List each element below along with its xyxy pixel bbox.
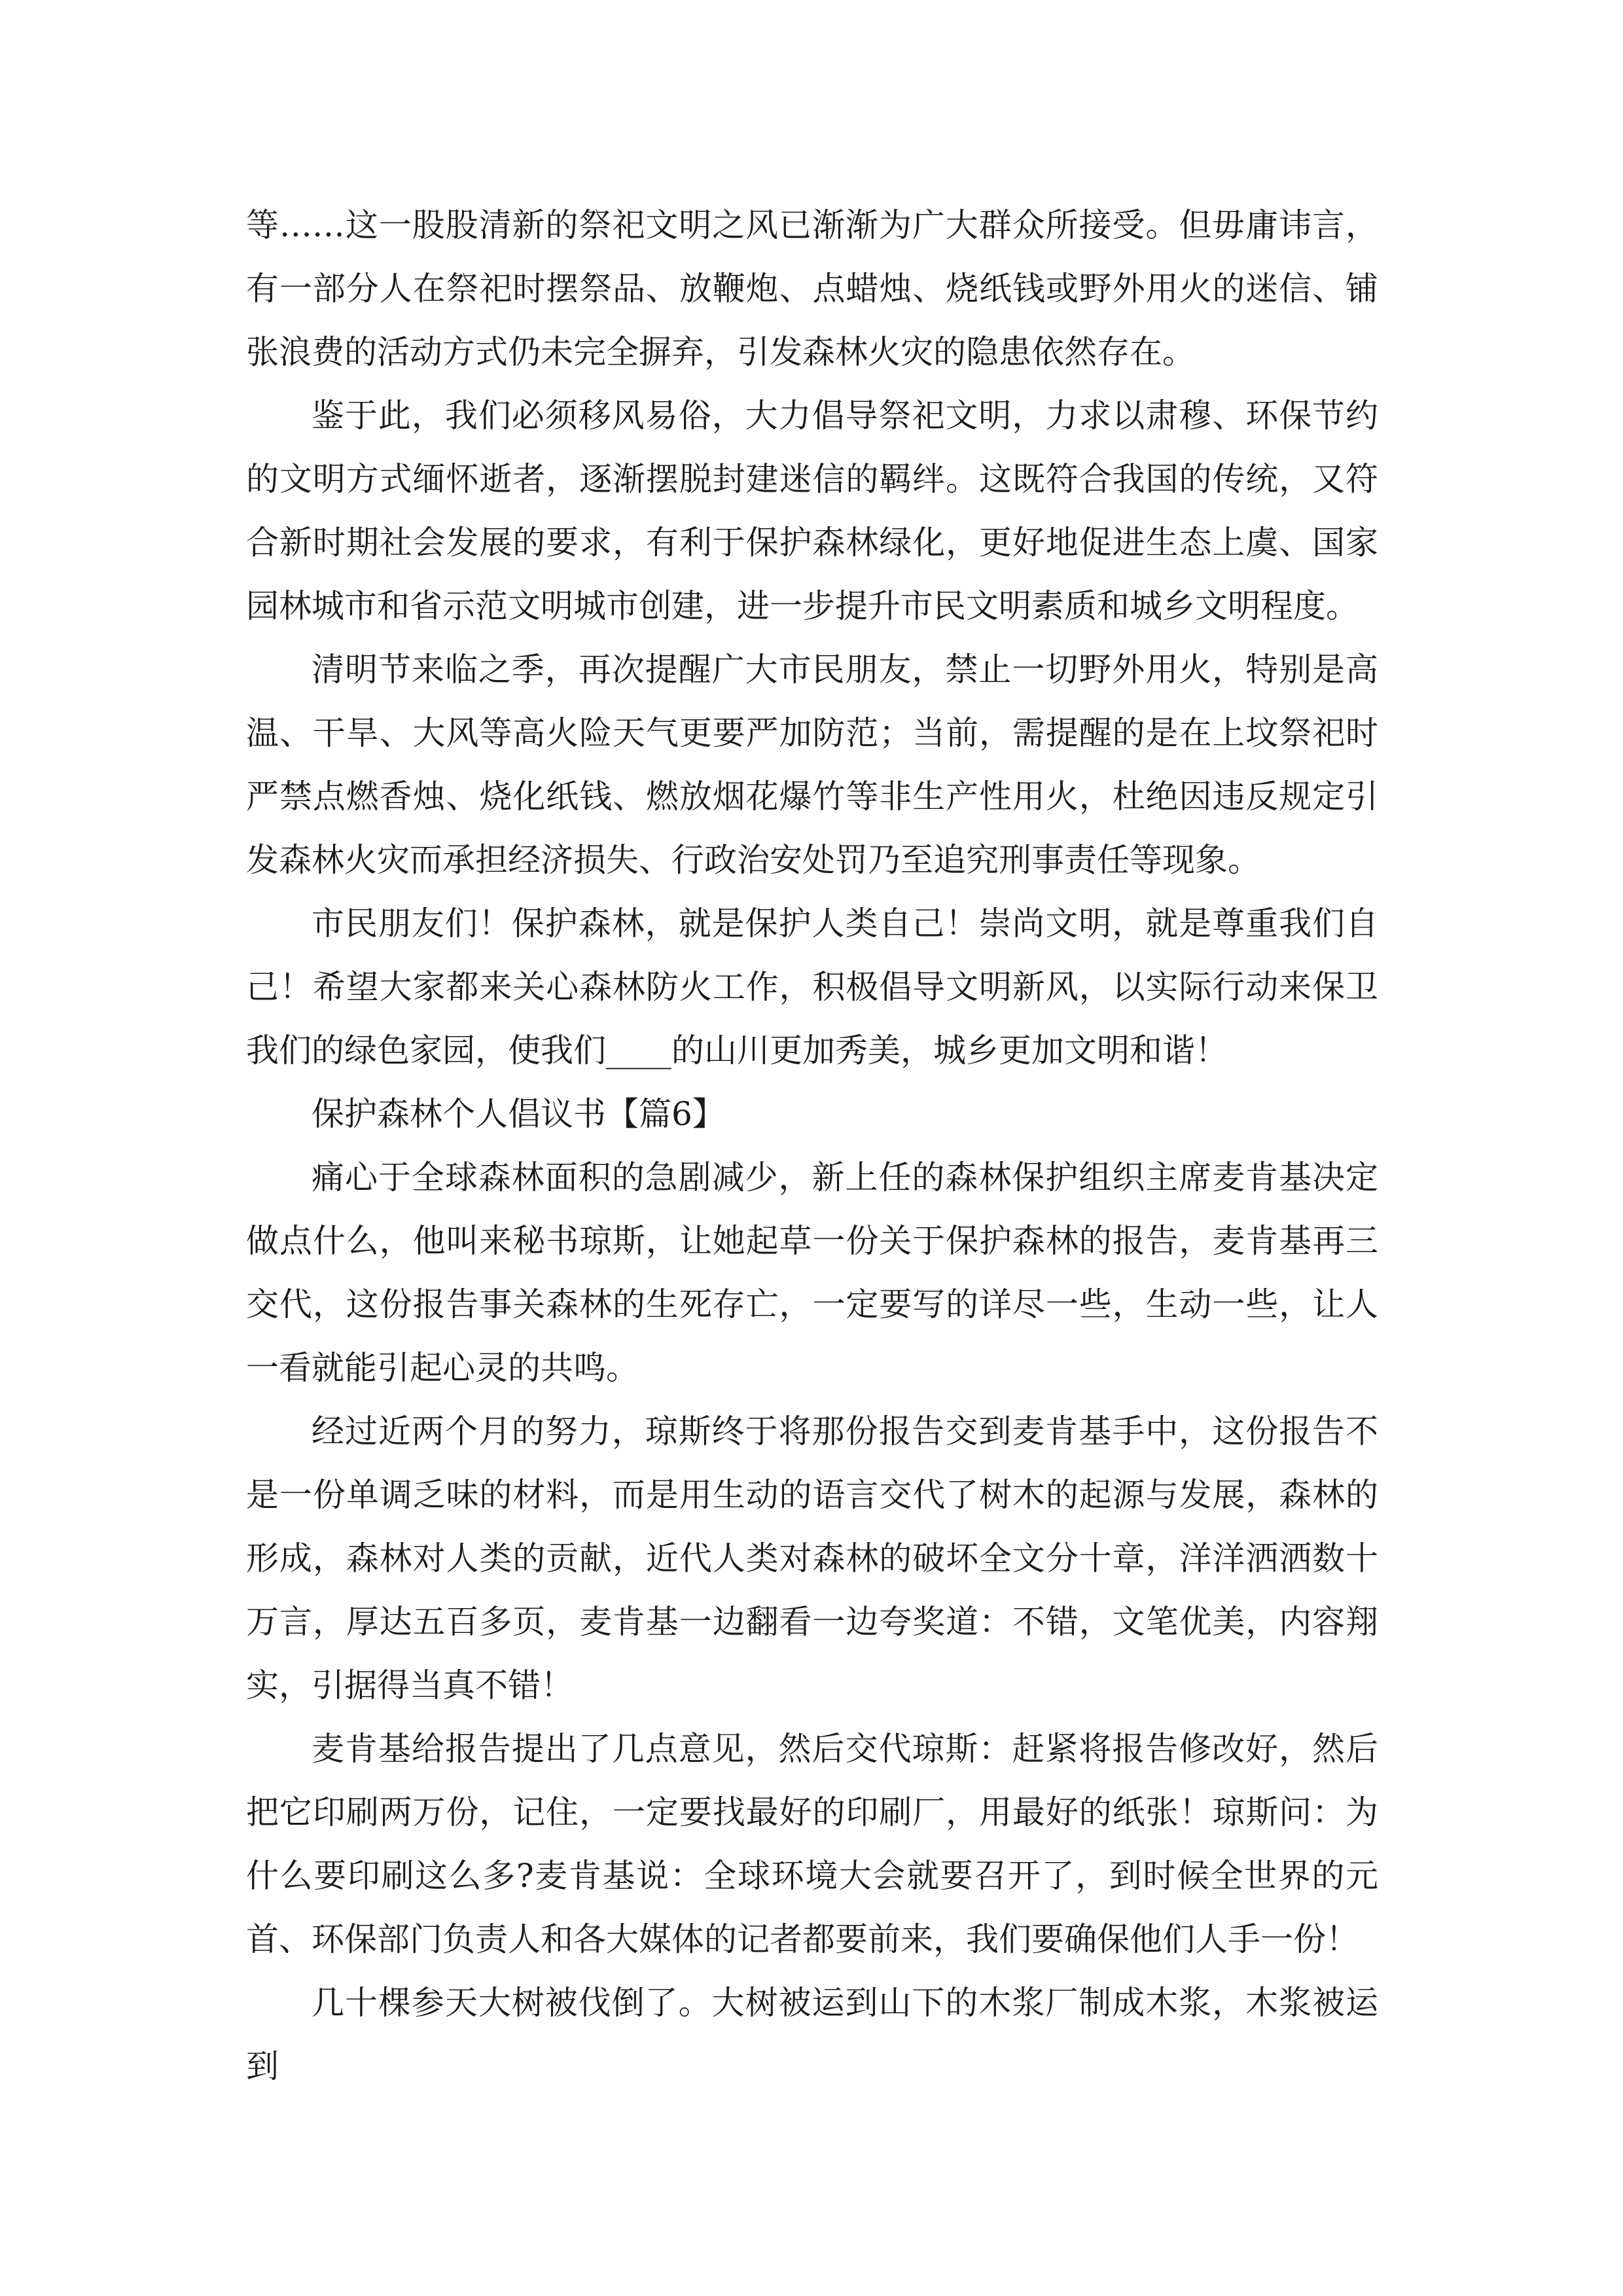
section-heading: 保护森林个人倡议书【篇6】 bbox=[312, 1095, 725, 1133]
paragraph-2: 鉴于此，我们必须移风易俗，大力倡导祭祀文明，力求以肃穆、环保节约的文明方式缅怀逝者，逐渐摆脱封建迷信的羁绊。这既符合我国的传统，又符合新时期社会发展的要求，有利于保护森林绿化，更好地促进生态上虞、国家园林城市和省示范文明城市创建，进一步提升市民文明素质和城乡文明程度。 bbox=[246, 397, 1378, 625]
paragraph-5: 痛心于全球森林面积的急剧减少，新上任的森林保护组织主席麦肯基决定做点什么，他叫来秘书琼斯，让她起草一份关于保护森林的报告，麦肯基再三交代，这份报告事关森林的生死存亡，一定要写的详尽一些，生动一些，让人一看就能引起心灵的共鸣。 bbox=[246, 1158, 1378, 1387]
paragraph-7: 麦肯基给报告提出了几点意见，然后交代琼斯：赶紧将报告修改好，然后把它印刷两万份，记住，一定要找最好的印刷厂，用最好的纸张！琼斯问：为什么要印刷这么多?麦肯基说：全球环境大会就要召开了，到时候全世界的元首、环保部门负责人和各大媒体的记者都要前来，我们要确保他们人手一份！ bbox=[246, 1730, 1378, 1958]
paragraph-3: 清明节来临之季，再次提醒广大市民朋友，禁止一切野外用火，特别是高温、干旱、大风等高火险天气更要严加防范；当前，需提醒的是在上坟祭祀时严禁点燃香烛、烧化纸钱、燃放烟花爆竹等非生产性用火，杜绝因违反规定引发森林火灾而承担经济损失、行政治安处罚乃至追究刑事责任等现象。 bbox=[246, 651, 1378, 879]
document-page bbox=[246, 194, 1378, 2098]
paragraph-6: 经过近两个月的努力，琼斯终于将那份报告交到麦肯基手中，这份报告不是一份单调乏味的材料，而是用生动的语言交代了树木的起源与发展，森林的形成，森林对人类的贡献，近代人类对森林的破坏全文分十章，洋洋洒洒数十万言，厚达五百多页，麦肯基一边翻看一边夸奖道：不错，文笔优美，内容翔实，引据得当真不错！ bbox=[246, 1412, 1378, 1704]
paragraph-1: 等……这一股股清新的祭祀文明之风已渐渐为广大群众所接受。但毋庸讳言，有一部分人在祭祀时摆祭品、放鞭炮、点蜡烛、烧纸钱或野外用火的迷信、铺张浪费的活动方式仍未完全摒弃，引发森林火灾的隐患依然存在。 bbox=[246, 206, 1378, 371]
paragraph-4: 市民朋友们！保护森林，就是保护人类自己！崇尚文明，就是尊重我们自己！希望大家都来关心森林防火工作，积极倡导文明新风，以实际行动来保卫我们的绿色家园，使我们____的山川更加秀美，城乡更加文明和谐！ bbox=[246, 905, 1378, 1069]
paragraph-8: 几十棵参天大树被伐倒了。大树被运到山下的木浆厂制成木浆，木浆被运到 bbox=[246, 1984, 1378, 2085]
